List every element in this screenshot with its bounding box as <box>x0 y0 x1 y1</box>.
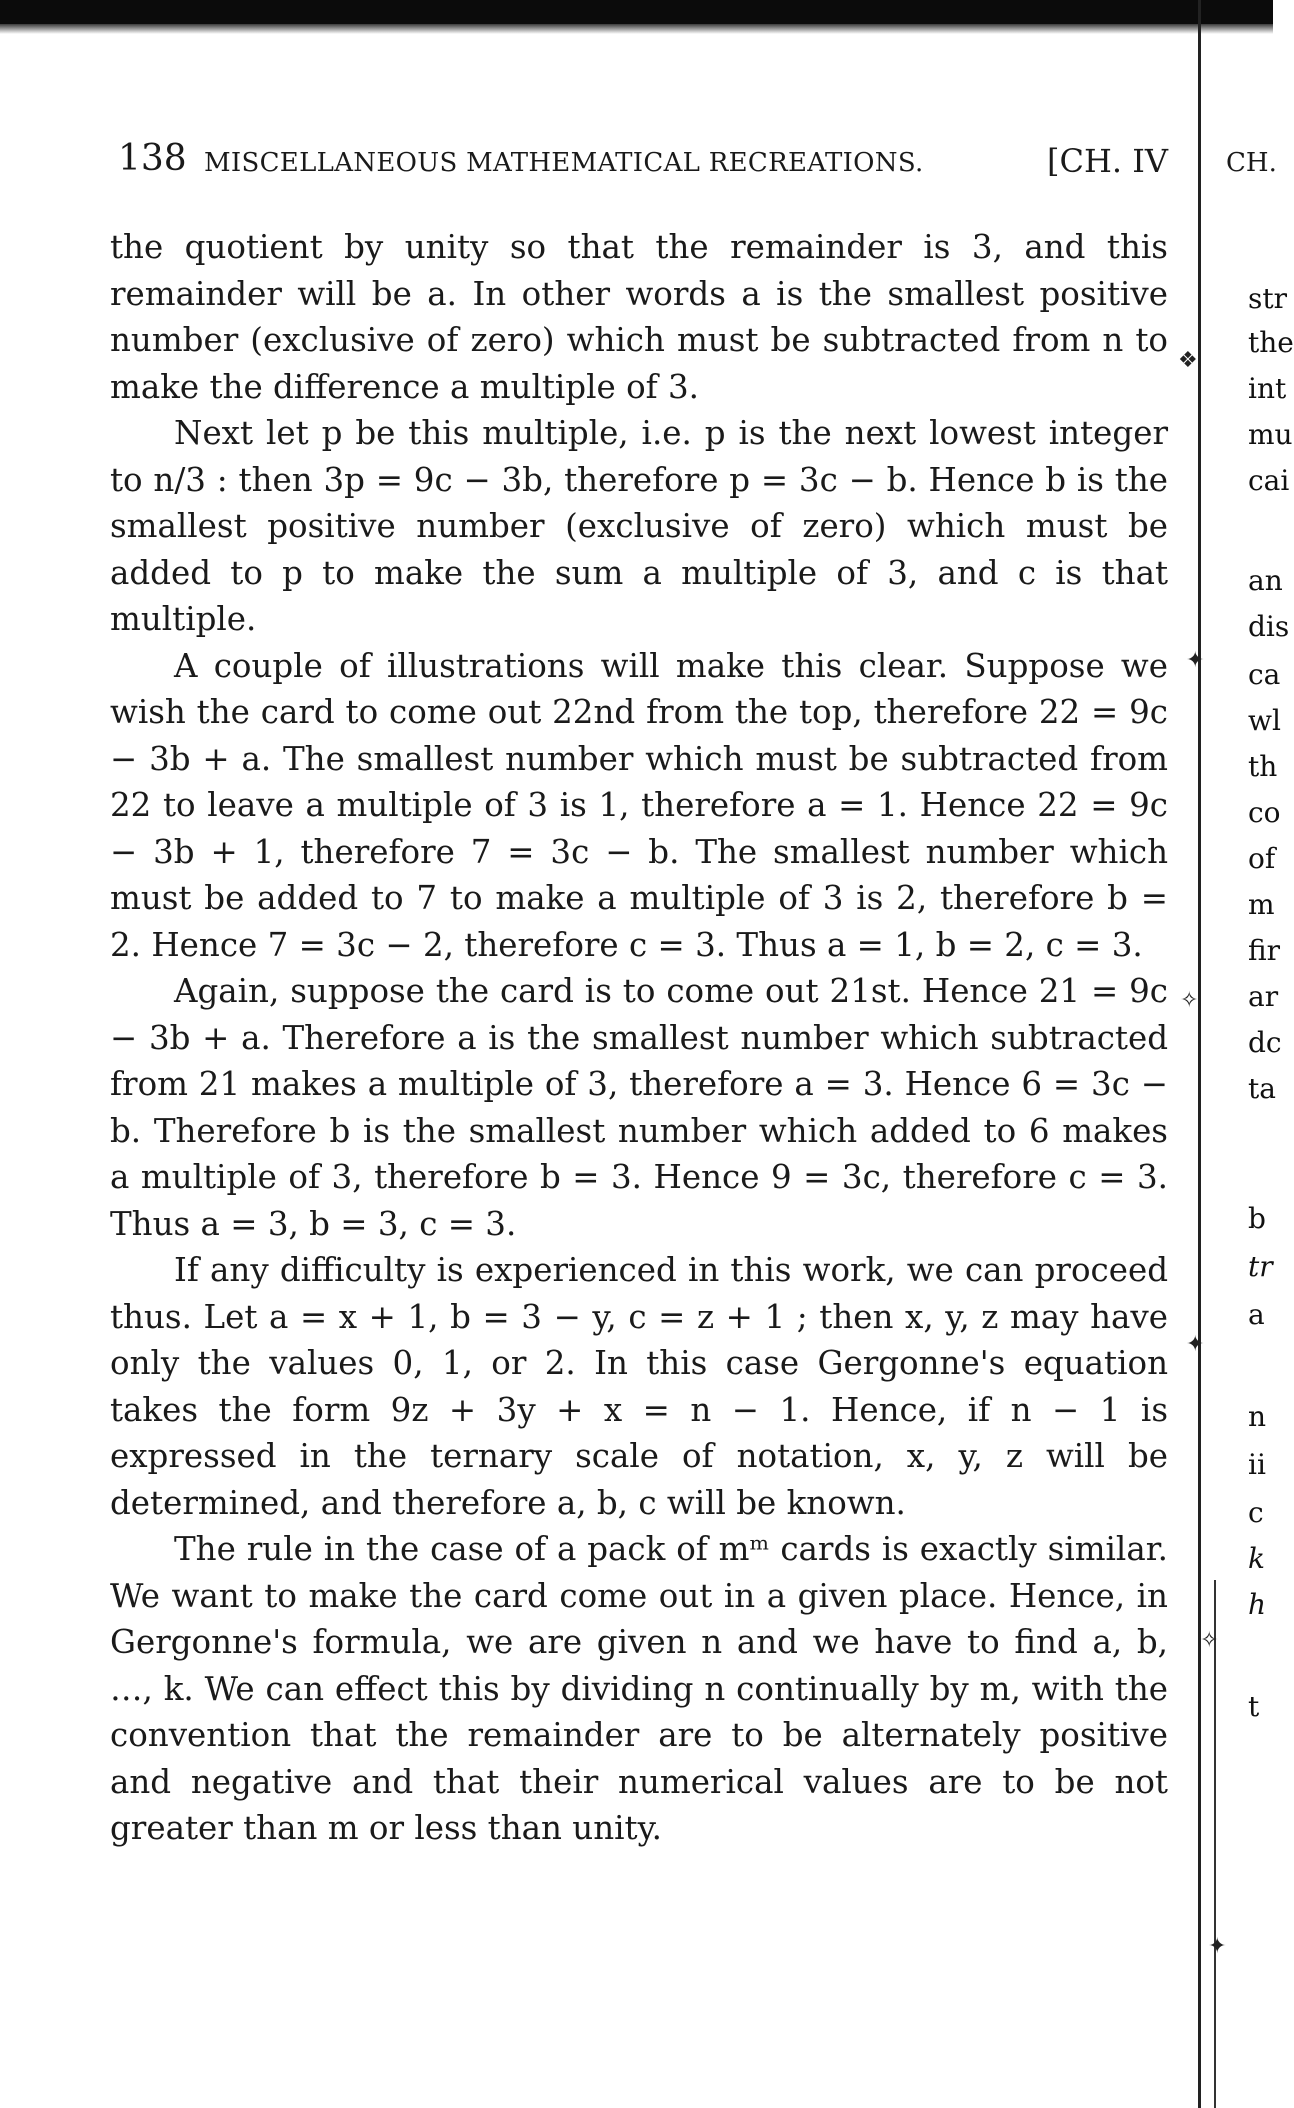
book-gutter-line-lower <box>1214 1580 1216 2108</box>
facing-fragment: c <box>1248 1496 1264 1529</box>
facing-fragment: k <box>1248 1542 1265 1575</box>
chapter-label: [CH. IV <box>1047 142 1168 180</box>
paragraph: Next let p be this multiple, i.e. p is the next lowest integer to n/3 : then 3p = 9c − 3b, therefore p = 3c − b. Hence b is the smallest positive number (exclusive of zero) which must be added to p to make the sum a multiple of 3, and c is that multiple. <box>110 414 1168 638</box>
facing-fragment: ar <box>1248 980 1279 1013</box>
binding-mark-icon: ❖ <box>1178 348 1198 373</box>
binding-mark-icon: ✦ <box>1208 1934 1227 1959</box>
facing-fragment: int <box>1248 372 1287 405</box>
facing-fragment: th <box>1248 750 1278 783</box>
facing-fragment: h <box>1248 1588 1267 1621</box>
paragraph: Again, suppose the card is to come out 21st. Hence 21 = 9c − 3b + a. Therefore a is the smallest number which subtracted from 21 makes a multiple of 3, therefore a = 3. Hence 6 = 3c − b. Therefore b is the smallest number which added to 6 makes a multiple of 3, therefore b = 3. Hence 9 = 3c, therefore c = 3. Thus a = 3, b = 3, c = 3. <box>110 972 1168 1243</box>
facing-fragment: dis <box>1248 610 1290 643</box>
paragraph: If any difficulty is experienced in this work, we can proceed thus. Let a = x + 1, b = 3 − y, c = z + 1 ; then x, y, z may have only the values 0, 1, or 2. In this case Gergonne's equation takes the form 9z + 3y + x = n − 1. Hence, if n − 1 is expressed in the ternary scale of notation, x, y, z will be determined, and therefore a, b, c will be known. <box>110 1251 1168 1522</box>
facing-fragment: wl <box>1248 704 1281 737</box>
page-body <box>110 224 1168 1852</box>
facing-fragment: n <box>1248 1400 1267 1433</box>
facing-fragment: m <box>1248 888 1275 921</box>
facing-fragment: ta <box>1248 1072 1276 1105</box>
page-header <box>118 138 1168 188</box>
page-number: 138 <box>118 138 187 179</box>
running-title: MISCELLANEOUS MATHEMATICAL RECREATIONS. <box>204 148 924 178</box>
scan-top-shadow <box>0 24 1273 34</box>
paragraph: the quotient by unity so that the remainder is 3, and this remainder will be a. In other words a is the smallest positive number (exclusive of zero) which must be subtracted from n to make the difference a multiple of 3. <box>110 228 1168 406</box>
book-gutter-line <box>1198 0 1201 2108</box>
facing-fragment: str <box>1248 282 1288 315</box>
facing-fragment: co <box>1248 796 1281 829</box>
binding-mark-icon: ✦ <box>1186 648 1205 673</box>
scan-top-edge <box>0 0 1273 26</box>
facing-fragment: the <box>1248 326 1294 359</box>
facing-fragment: of <box>1248 842 1276 875</box>
facing-fragment: a <box>1248 1298 1265 1331</box>
facing-fragment: fir <box>1248 934 1281 967</box>
facing-fragment: ca <box>1248 658 1281 691</box>
facing-fragment: cai <box>1248 464 1290 497</box>
facing-fragment: an <box>1248 564 1283 597</box>
facing-fragment: b <box>1248 1202 1266 1235</box>
facing-fragment: dc <box>1248 1026 1282 1059</box>
binding-mark-icon: ✧ <box>1200 1628 1219 1653</box>
facing-fragment: ii <box>1248 1448 1266 1481</box>
facing-page-chapter: CH. <box>1226 148 1277 178</box>
paragraph: The rule in the case of a pack of mᵐ cards is exactly similar. We want to make the card come out in a given place. Hence, in Gergonne's formula, we are given n and we have to find a, b, …, k. We can effect this by dividing n continually by m, with the convention that the remainder are to be alternately positive and negative and that their numerical values are to be not greater than m or less than unity. <box>110 1530 1168 1847</box>
binding-mark-icon: ✦ <box>1186 1332 1205 1357</box>
paragraph: A couple of illustrations will make this clear. Suppose we wish the card to come out 22nd from the top, therefore 22 = 9c − 3b + a. The smallest number which must be subtracted from 22 to leave a multiple of 3 is 1, therefore a = 1. Hence 22 = 9c − 3b + 1, therefore 7 = 3c − b. The smallest number which must be added to 7 to make a multiple of 3 is 2, therefore b = 2. Hence 7 = 3c − 2, therefore c = 3. Thus a = 1, b = 2, c = 3. <box>110 646 1168 964</box>
facing-fragment: tr <box>1248 1250 1273 1283</box>
facing-fragment: t <box>1248 1690 1260 1723</box>
binding-mark-icon: ✧ <box>1180 988 1199 1013</box>
facing-fragment: mu <box>1248 418 1293 451</box>
